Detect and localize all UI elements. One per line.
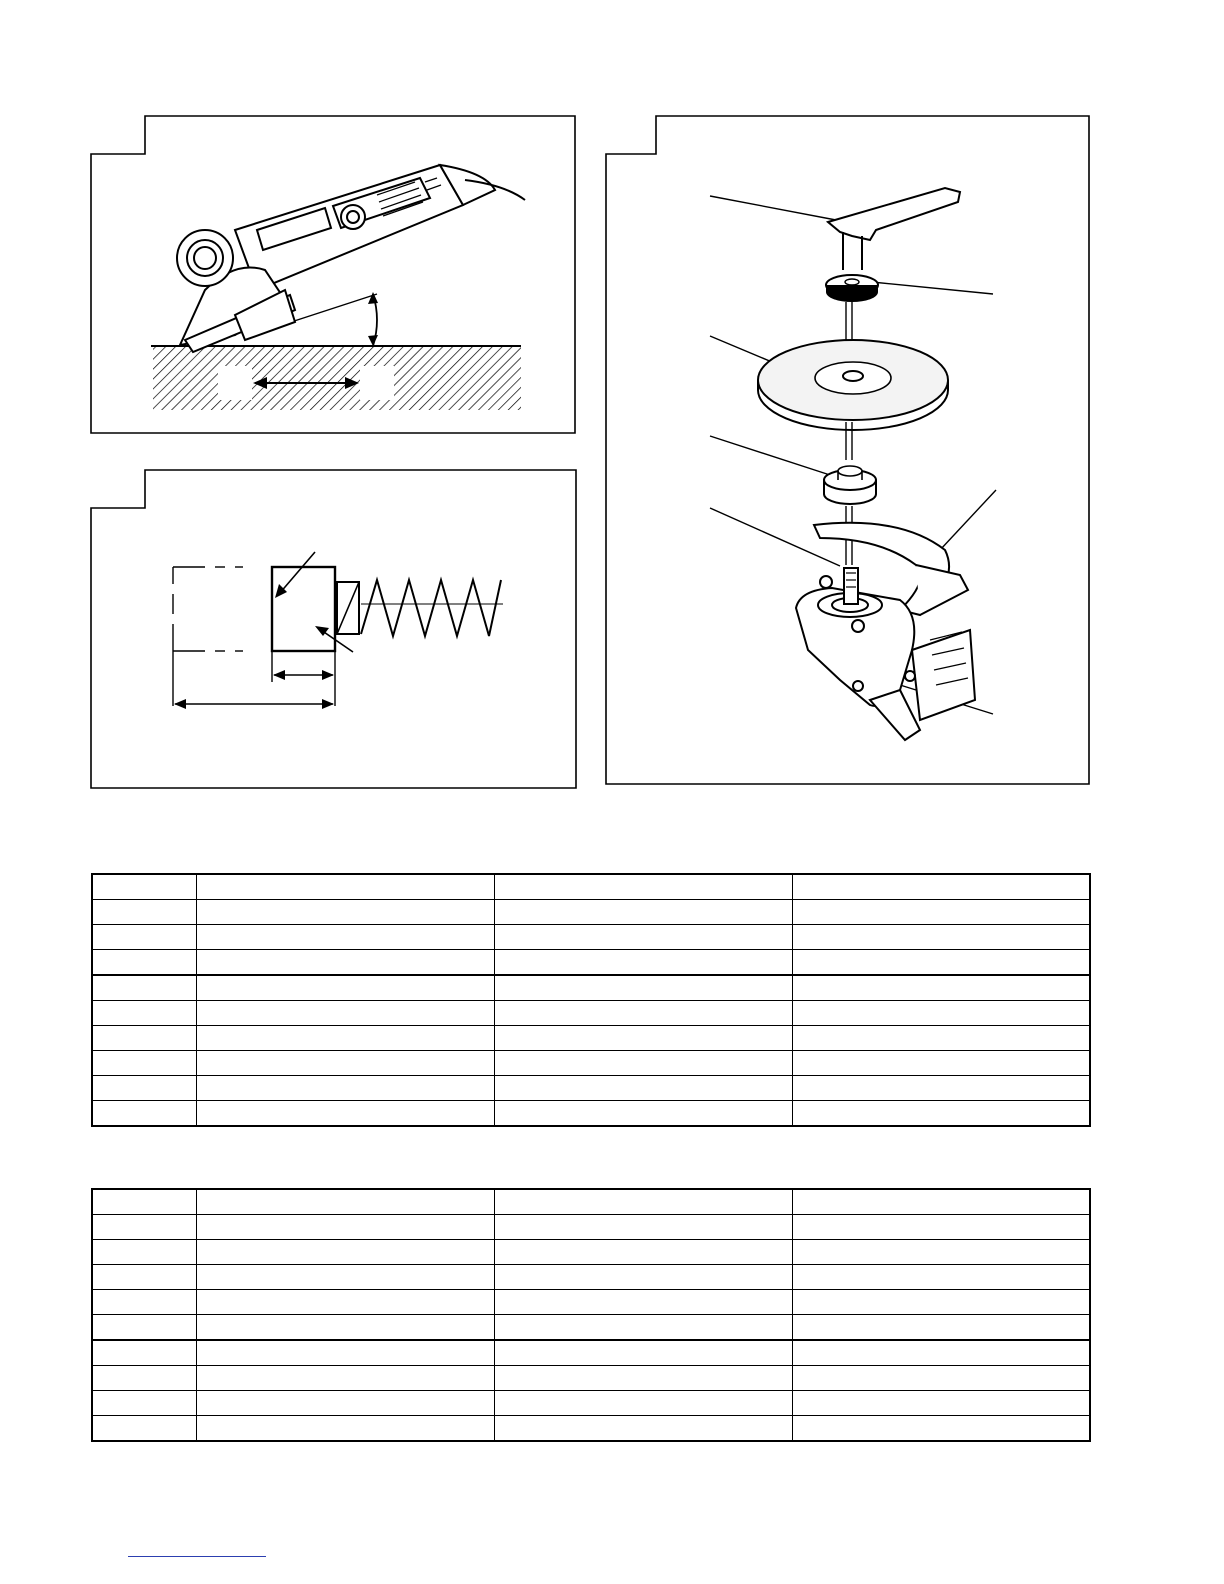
table-cell: [92, 1215, 196, 1240]
table-cell: [494, 1215, 792, 1240]
table-cell: [196, 1240, 494, 1265]
table-row: [92, 1189, 1090, 1215]
table-cell: [196, 1051, 494, 1076]
table-cell: [196, 1076, 494, 1101]
table-cell: [792, 975, 1090, 1001]
table-cell: [196, 950, 494, 976]
table-cell: [792, 950, 1090, 976]
table-cell: [92, 874, 196, 900]
figure-grinding-angle: [85, 110, 585, 440]
table-row: [92, 950, 1090, 976]
table-cell: [494, 950, 792, 976]
table-cell: [792, 1290, 1090, 1315]
table-cell: [792, 1240, 1090, 1265]
spanner-wrench: [828, 188, 960, 270]
table-cell: [792, 1076, 1090, 1101]
table-cell: [494, 1051, 792, 1076]
table-cell: [494, 900, 792, 925]
table-cell: [792, 900, 1090, 925]
table-cell: [792, 874, 1090, 900]
table-cell: [494, 975, 792, 1001]
table-cell: [792, 1189, 1090, 1215]
table-cell: [196, 1366, 494, 1391]
table-cell: [92, 1416, 196, 1442]
table-cell: [92, 1265, 196, 1290]
table-cell: [92, 1391, 196, 1416]
table-cell: [92, 1101, 196, 1127]
table-cell: [92, 1076, 196, 1101]
table-cell: [196, 1001, 494, 1026]
table-row: [92, 1215, 1090, 1240]
table-cell: [196, 975, 494, 1001]
table-cell: [792, 925, 1090, 950]
carbon-brush-block: [272, 567, 335, 651]
table-cell: [92, 1051, 196, 1076]
table-cell: [196, 925, 494, 950]
figure-wheel-assembly: [600, 110, 1100, 795]
table-cell: [494, 1416, 792, 1442]
table-cell: [92, 1290, 196, 1315]
table-cell: [792, 1366, 1090, 1391]
table-row: [92, 1416, 1090, 1442]
table-cell: [92, 1026, 196, 1051]
table-cell: [92, 1001, 196, 1026]
table-row: [92, 1391, 1090, 1416]
table-row: [92, 1290, 1090, 1315]
table-cell: [494, 1265, 792, 1290]
table-cell: [196, 900, 494, 925]
table-cell: [494, 1189, 792, 1215]
lower-table: [91, 1188, 1091, 1442]
table-cell: [792, 1215, 1090, 1240]
table-cell: [494, 1101, 792, 1127]
table-row: [92, 925, 1090, 950]
table-row: [92, 900, 1090, 925]
table-cell: [196, 1416, 494, 1442]
table-row: [92, 1340, 1090, 1366]
lock-nut: [826, 275, 878, 302]
table-cell: [196, 1215, 494, 1240]
table-row: [92, 874, 1090, 900]
table-cell: [494, 1001, 792, 1026]
table-row: [92, 1051, 1090, 1076]
footer-link-underline[interactable]: [128, 1556, 266, 1557]
table-cell: [494, 1076, 792, 1101]
table-cell: [92, 975, 196, 1001]
table-cell: [494, 1240, 792, 1265]
table-row: [92, 1026, 1090, 1051]
table-cell: [494, 1366, 792, 1391]
table-cell: [196, 874, 494, 900]
table-cell: [196, 1391, 494, 1416]
table-cell: [196, 1026, 494, 1051]
inner-flange: [824, 466, 876, 504]
table-cell: [92, 1189, 196, 1215]
table-row: [92, 1366, 1090, 1391]
table-cell: [792, 1051, 1090, 1076]
grinder-drawing: [177, 165, 525, 352]
table-cell: [92, 1340, 196, 1366]
table-row: [92, 1265, 1090, 1290]
table-cell: [196, 1290, 494, 1315]
table-cell: [494, 874, 792, 900]
upper-table: [91, 873, 1091, 1127]
table-cell: [196, 1101, 494, 1127]
grinding-wheel: [758, 340, 948, 430]
table-row: [92, 1101, 1090, 1127]
table-cell: [92, 1366, 196, 1391]
brush-spring: [361, 580, 501, 636]
table-cell: [792, 1001, 1090, 1026]
table-cell: [792, 1101, 1090, 1127]
table-cell: [494, 1290, 792, 1315]
table-cell: [792, 1340, 1090, 1366]
workpiece-hatched: [153, 346, 521, 410]
table-cell: [196, 1265, 494, 1290]
table-row: [92, 1076, 1090, 1101]
table-cell: [494, 1391, 792, 1416]
table-row: [92, 1001, 1090, 1026]
table-cell: [792, 1265, 1090, 1290]
table-cell: [792, 1315, 1090, 1341]
table-cell: [792, 1416, 1090, 1442]
table-cell: [196, 1315, 494, 1341]
table-cell: [494, 1026, 792, 1051]
table-cell: [494, 925, 792, 950]
table-cell: [92, 1240, 196, 1265]
table-cell: [92, 900, 196, 925]
table-cell: [92, 950, 196, 976]
table-row: [92, 1315, 1090, 1341]
table-cell: [792, 1026, 1090, 1051]
table-cell: [494, 1340, 792, 1366]
table-cell: [196, 1189, 494, 1215]
table-cell: [92, 1315, 196, 1341]
table-cell: [792, 1391, 1090, 1416]
figure-carbon-brush: [85, 464, 585, 794]
table-cell: [494, 1315, 792, 1341]
table-cell: [196, 1340, 494, 1366]
table-cell: [92, 925, 196, 950]
table-row: [92, 975, 1090, 1001]
table-row: [92, 1240, 1090, 1265]
